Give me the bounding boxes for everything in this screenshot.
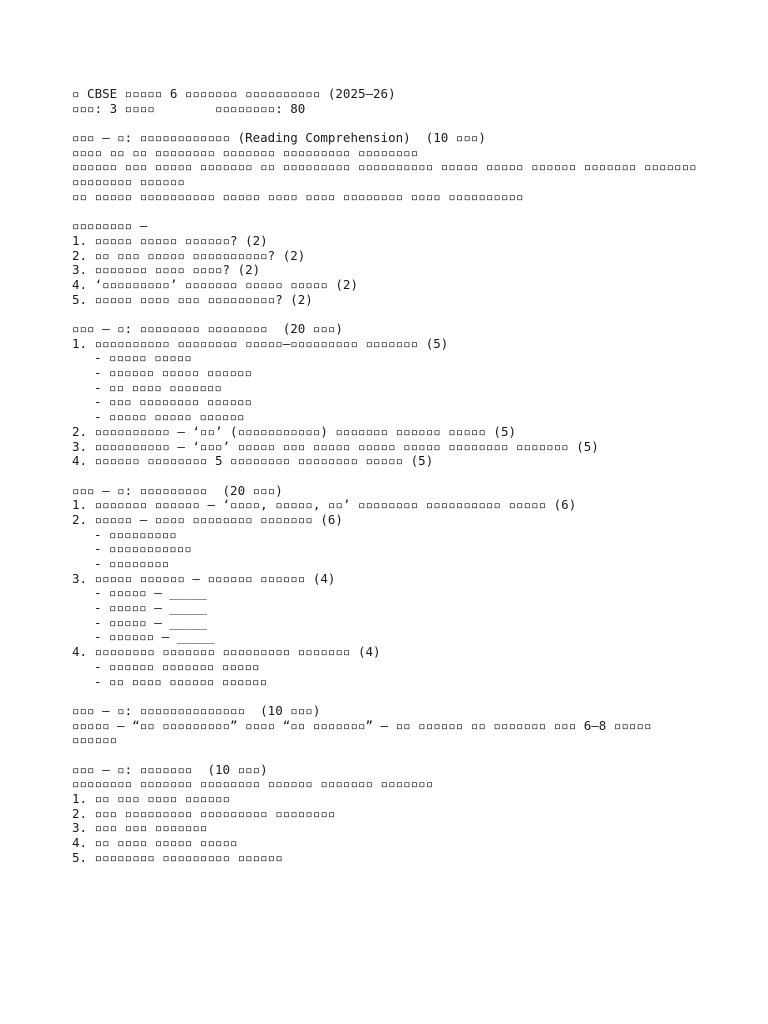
exam-paper-document (72, 87, 752, 865)
question-line: 2. ▫▫▫ ▫▫▫▫▫▫▫▫▫ ▫▫▫▫▫▫▫▫▫ ▫▫▫▫▫▫▫▫ (72, 805, 336, 821)
question-line: ▫▫▫▫▫▫▫▫ – (72, 218, 148, 234)
question-line: 3. ▫▫▫ ▫▫▫ ▫▫▫▫▫▫▫ (72, 820, 208, 836)
question-line: ▫▫▫▫▫ – “▫▫ ▫▫▫▫▫▫▫▫▫” ▫▫▫▫ “▫▫ ▫▫▫▫▫▫▫” – ▫▫ ▫▫▫▫▫▫ ▫▫ ▫▫▫▫▫▫▫ ▫▫▫ 6–8 ▫▫▫▫▫ (72, 717, 652, 733)
question-line: 3. ▫▫▫▫▫ ▫▫▫▫▫▫ – ▫▫▫▫▫▫ ▫▫▫▫▫▫ (4) (72, 570, 336, 586)
question-line: 2. ▫▫▫▫▫ – ▫▫▫▫ ▫▫▫▫▫▫▫▫ ▫▫▫▫▫▫▫ (6) (72, 511, 343, 527)
question-line: 4. ‘▫▫▫▫▫▫▫▫▫’ ▫▫▫▫▫▫▫ ▫▫▫▫▫ ▫▫▫▫▫ (2) (72, 276, 358, 292)
bullet-item: - ▫▫▫▫▫ – _____ (94, 614, 207, 630)
question-line: ▫▫▫▫▫▫▫▫ ▫▫▫▫▫▫▫ ▫▫▫▫▫▫▫▫ ▫▫▫▫▫▫ ▫▫▫▫▫▫▫ ▫▫▫▫▫▫▫ (72, 776, 434, 792)
question-line: 3. ▫▫▫▫▫▫▫▫▫▫ – ‘▫▫▫’ ▫▫▫▫▫ ▫▫▫ ▫▫▫▫▫ ▫▫▫▫▫ ▫▫▫▫▫ ▫▫▫▫▫▫▫▫ ▫▫▫▫▫▫▫ (5) (72, 438, 599, 454)
question-line: 2. ▫▫▫▫▫▫▫▫▫▫ – ‘▫▫’ (▫▫▫▫▫▫▫▫▫▫▫) ▫▫▫▫▫▫▫ ▫▫▫▫▫▫ ▫▫▫▫▫ (5) (72, 423, 517, 439)
question-line: ▫▫ ▫▫▫▫▫ ▫▫▫▫▫▫▫▫▫▫ ▫▫▫▫▫ ▫▫▫▫ ▫▫▫▫ ▫▫▫▫▫▫▫▫ ▫▫▫▫ ▫▫▫▫▫▫▫▫▫▫ (72, 188, 524, 204)
question-line: 4. ▫▫▫▫▫▫▫▫ ▫▫▫▫▫▫▫ ▫▫▫▫▫▫▫▫▫ ▫▫▫▫▫▫▫ (4) (72, 644, 381, 660)
question-line: 1. ▫▫▫▫▫▫▫ ▫▫▫▫▫▫ – ‘▫▫▫▫, ▫▫▫▫▫, ▫▫’ ▫▫▫▫▫▫▫▫ ▫▫▫▫▫▫▫▫▫▫ ▫▫▫▫▫ (6) (72, 497, 577, 513)
bullet-item: - ▫▫▫▫▫ ▫▫▫▫▫ (94, 350, 192, 366)
bullet-item: - ▫▫▫▫▫ – _____ (94, 600, 207, 616)
question-line: 1. ▫▫▫▫▫ ▫▫▫▫▫ ▫▫▫▫▫▫? (2) (72, 232, 268, 248)
bullet-item: - ▫▫▫▫▫▫▫▫▫ (94, 526, 177, 542)
bullet-item: - ▫▫▫▫▫▫ ▫▫▫▫▫▫▫ ▫▫▫▫▫ (94, 658, 260, 674)
question-line: 1. ▫▫ ▫▫▫ ▫▫▫▫ ▫▫▫▫▫▫ (72, 791, 231, 806)
section-heading: ▫▫▫ – ▫: ▫▫▫▫▫▫▫▫▫▫▫▫▫▫ (10 ▫▫▫) (72, 702, 321, 718)
bullet-item: - ▫▫▫▫▫ ▫▫▫▫▫ ▫▫▫▫▫▫ (94, 409, 245, 425)
section-spacer (72, 469, 752, 484)
bullet-item: - ▫▫ ▫▫▫▫ ▫▫▫▫▫▫ ▫▫▫▫▫▫ (94, 673, 268, 689)
bullet-item: - ▫▫▫▫▫▫ ▫▫▫▫▫ ▫▫▫▫▫▫ (94, 365, 253, 381)
bullet-item: - ▫▫▫ ▫▫▫▫▫▫▫▫ ▫▫▫▫▫▫ (94, 394, 253, 410)
question-line: 5. ▫▫▫▫▫▫▫▫ ▫▫▫▫▫▫▫▫▫ ▫▫▫▫▫▫ (72, 849, 283, 865)
paper-title: ▫ CBSE ▫▫▫▫▫ 6 ▫▫▫▫▫▫▫ ▫▫▫▫▫▫▫▫▫▫ (2025–26) (72, 86, 396, 101)
question-line: ▫▫▫▫▫▫▫▫ ▫▫▫▫▫▫ (72, 174, 185, 190)
section-heading: ▫▫▫ – ▫: ▫▫▫▫▫▫▫▫▫ (20 ▫▫▫) (72, 482, 283, 498)
section-spacer (72, 689, 752, 704)
paper-meta: ▫▫▫: 3 ▫▫▫▫ ▫▫▫▫▫▫▫▫: 80 (72, 100, 306, 116)
question-line: ▫▫▫▫ ▫▫ ▫▫ ▫▫▫▫▫▫▫▫ ▫▫▫▫▫▫▫ ▫▫▫▫▫▫▫▫▫ ▫▫▫▫▫▫▫▫ (72, 144, 419, 160)
bullet-item: - ▫▫▫▫▫▫▫▫ (94, 556, 170, 571)
section-heading: ▫▫▫ – ▫: ▫▫▫▫▫▫▫▫▫▫▫▫ (Reading Comprehension) (10 ▫▫▫) (72, 130, 486, 146)
section-heading: ▫▫▫ – ▫: ▫▫▫▫▫▫▫ (10 ▫▫▫) (72, 761, 268, 777)
line-spacer (72, 205, 752, 220)
question-line: 4. ▫▫▫▫▫▫ ▫▫▫▫▫▫▫▫ 5 ▫▫▫▫▫▫▫▫ ▫▫▫▫▫▫▫▫ ▫▫▫▫▫ (5) (72, 453, 434, 469)
section-heading: ▫▫▫ – ▫: ▫▫▫▫▫▫▫▫ ▫▫▫▫▫▫▫▫ (20 ▫▫▫) (72, 321, 343, 336)
question-line: 5. ▫▫▫▫▫ ▫▫▫▫ ▫▫▫ ▫▫▫▫▫▫▫▫▫? (2) (72, 291, 313, 307)
question-line: 3. ▫▫▫▫▫▫▫ ▫▫▫▫ ▫▫▫▫? (2) (72, 262, 261, 278)
bullet-item: - ▫▫ ▫▫▫▫ ▫▫▫▫▫▫▫ (94, 379, 222, 395)
bullet-item: - ▫▫▫▫▫▫ – _____ (94, 629, 215, 645)
question-line: 1. ▫▫▫▫▫▫▫▫▫▫ ▫▫▫▫▫▫▫▫ ▫▫▫▫▫–▫▫▫▫▫▫▫▫▫ ▫▫▫▫▫▫▫ (5) (72, 335, 449, 351)
section-spacer (72, 748, 752, 763)
section-spacer (72, 307, 752, 322)
question-line: ▫▫▫▫▫▫ ▫▫▫ ▫▫▫▫▫ ▫▫▫▫▫▫▫ ▫▫ ▫▫▫▫▫▫▫▫▫ ▫▫▫▫▫▫▫▫▫▫ ▫▫▫▫▫ ▫▫▫▫▫ ▫▫▫▫▫▫ ▫▫▫▫▫▫▫ ▫▫▫▫▫▫▫ (72, 159, 697, 175)
spacer (72, 116, 752, 131)
bullet-item: - ▫▫▫▫▫ – _____ (94, 585, 207, 601)
bullet-item: - ▫▫▫▫▫▫▫▫▫▫▫ (94, 541, 192, 557)
question-line: 2. ▫▫ ▫▫▫ ▫▫▫▫▫ ▫▫▫▫▫▫▫▫▫▫? (2) (72, 247, 306, 263)
sections-container (72, 131, 752, 865)
question-line: 4. ▫▫ ▫▫▫▫ ▫▫▫▫▫ ▫▫▫▫▫ (72, 835, 238, 851)
question-line: ▫▫▫▫▫▫ (72, 732, 118, 748)
